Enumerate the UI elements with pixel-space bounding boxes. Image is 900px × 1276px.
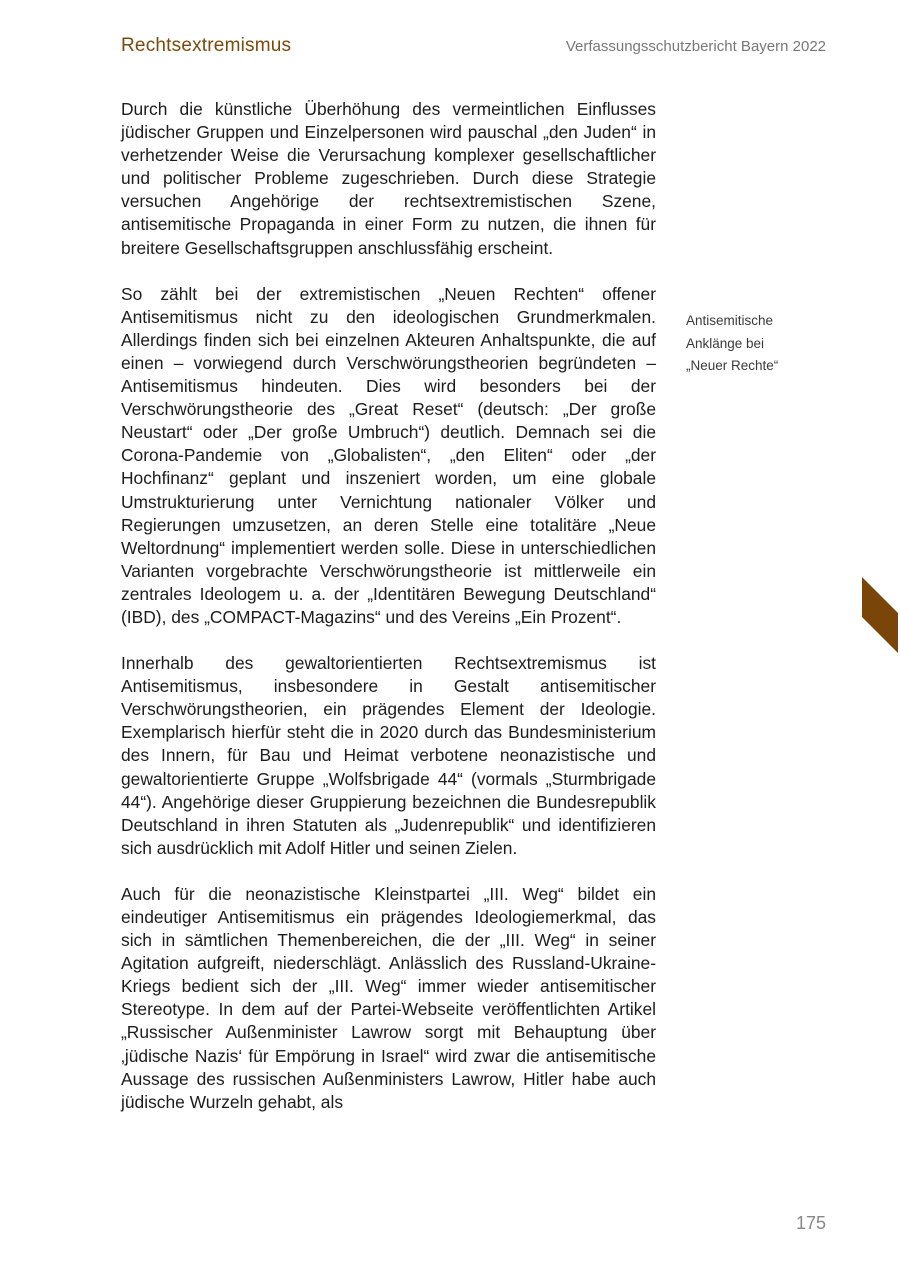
main-text [121, 98, 656, 1137]
page-number: 175 [795, 1213, 826, 1233]
margin-note-line: Antisemitische [686, 313, 774, 328]
publication-title: Verfassungsschutzbericht Bayern 2022 [565, 38, 826, 55]
margin-note [686, 310, 826, 378]
section-title: Rechtsextremismus [121, 35, 292, 56]
paragraph-4: Auch für die neonazistische Kleinstpartei „III. Weg“ bildet ein eindeutiger Antisemitismus ein prägendes Ideologiemerkmal, das sich in sämtlichen Themenbereichen, die der „III. Weg“ in seiner Agitation aufgreift, niederschlägt. Anlässlich des Russland-Ukraine-Kriegs bedient sich der „III. Weg“ immer wieder antisemitischer Stereotype. In dem auf der Partei-Webseite veröffentlichten Artikel „Russischer Außenminister Lawrow sorgt mit Behauptung über ‚jüdische Nazis‘ für Empörung in Israel“ wird zwar die antisemitische Aussage des russischen Außenministers Lawrow, Hitler habe auch jüdische Wurzeln gehabt, als [121, 883, 656, 1112]
chapter-tab-shape [862, 577, 898, 653]
paragraph-2: So zählt bei der extremistischen „Neuen Rechten“ offener Antisemitismus nicht zu den ideologischen Grundmerkmalen. Allerdings finden sich bei einzelnen Akteuren Anhaltspunkte, die auf einen – vorwiegend durch Verschwörungstheorien begründeten – Antisemitismus hindeuten. Dies wird besonders bei der Verschwörungstheorie des „Great Reset“ (deutsch: „Der große Neustart“ oder „Der große Umbruch“) deutlich. Demnach sei die Corona-Pandemie von „Globalisten“, „den Eliten“ oder „der Hochfinanz“ geplant und inszeniert worden, um eine globale Umstrukturierung unter Vernichtung nationaler Völker und Regierungen umzusetzen, an deren Stelle eine totalitäre „Neue Weltordnung“ implementiert werden solle. Diese in unterschiedlichen Varianten vorgebrachte Verschwörungstheorie ist mittlerweile ein zentrales Ideologem u. a. der „Identitären Bewegung Deutschland“ (IBD), des „COMPACT-Magazins“ und des Vereins „Ein Prozent“. [121, 283, 656, 627]
paragraph-1: Durch die künstliche Überhöhung des vermeintlichen Einflusses jüdischer Gruppen und Einzelpersonen wird pauschal „den Juden“ in verhetzender Weise die Verursachung komplexer gesellschaftlicher und politischer Probleme zugeschrieben. Durch diese Strategie versuchen Angehörige der rechtsextremistischen Szene, antisemitische Propaganda in einer Form zu nutzen, die ihnen für breitere Gesellschaftsgruppen anschlussfähig erscheint. [121, 99, 656, 258]
margin-note-line: „Neuer Rechte“ [686, 358, 779, 373]
paragraph-3: Innerhalb des gewaltorientierten Rechtsextremismus ist Antisemitismus, insbesondere in Gestalt antisemitischer Verschwörungstheorien, ein prägendes Element der Ideologie. Exemplarisch hierfür steht die in 2020 durch das Bundesministerium des Innern, für Bau und Heimat verbotene neonazistische und gewaltorientierte Gruppe „Wolfsbrigade 44“ (vormals „Sturmbrigade 44“). Angehörige dieser Gruppierung bezeichnen die Bundesrepublik Deutschland in ihren Statuten als „Judenrepublik“ und identifizieren sich ausdrücklich mit Adolf Hitler und seinen Zielen. [121, 653, 656, 858]
chapter-tab-marker [862, 577, 898, 653]
margin-note-line: Anklänge bei [686, 335, 765, 351]
